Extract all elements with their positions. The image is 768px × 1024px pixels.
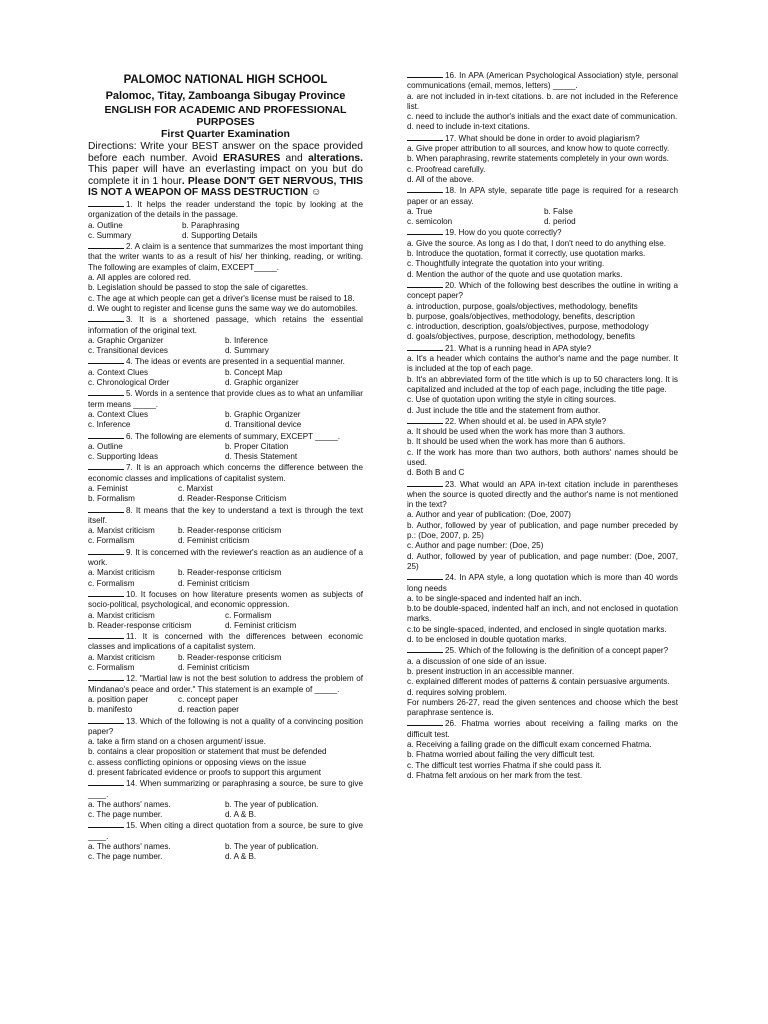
directions: [88, 141, 363, 199]
answer-blank-3[interactable]: [88, 314, 124, 322]
question-7: [88, 462, 363, 504]
option-a: a. to be single-spaced and indented half an inch.: [407, 593, 582, 603]
question-stem: 21. What is a running head in APA style?: [445, 343, 592, 353]
option-a: a. Context Clues: [88, 367, 149, 377]
question-26: [407, 718, 678, 781]
question-stem: 5. Words in a sentence that provide clues as to what an unfamiliar term means _____.: [88, 389, 363, 409]
option-a: a. introduction, purpose, goals/objectives, methodology, benefits: [407, 301, 638, 311]
option-b: b. are not included in the Reference list.: [407, 91, 678, 111]
option-d: d. A & B.: [225, 810, 257, 820]
question-stem: 18. In APA style, separate title page is required for a research paper or an essay.: [407, 186, 678, 206]
option-b: b. Reader-response criticism: [88, 620, 192, 630]
option-d: d. Supporting Details: [182, 230, 258, 240]
option-b: b. Legislation should be passed to stop the sale of cigarettes.: [88, 283, 308, 293]
option-c: c.to be single-spaced, indented, and enclosed in single quotation marks.: [407, 624, 667, 634]
option-d: d. A & B.: [225, 852, 257, 862]
directions-text2: This paper will have an everlasting impact on you but do complete it in 1 hour: [88, 164, 363, 187]
option-d: d. We ought to register and license guns the same way we do automobiles.: [88, 303, 358, 313]
question-stem: 4. The ideas or events are presented in a sequential manner.: [126, 357, 345, 367]
option-d: d. Feminist criticism: [178, 578, 250, 588]
option-c: c. semicolon: [407, 217, 453, 227]
option-b: b. present instruction in an accessible manner.: [407, 666, 575, 676]
option-c: c. Use of quotation upon writing the style in citing sources.: [407, 395, 617, 405]
right-column: [407, 0, 678, 781]
option-b: b. Proper Citation: [225, 441, 289, 451]
question-24: [407, 572, 678, 645]
option-d: d. Feminist criticism: [178, 663, 250, 673]
option-a: a. Marxist criticism: [88, 526, 155, 536]
option-b: b. False: [544, 206, 573, 216]
option-c: c. Formalism: [88, 578, 135, 588]
option-a: a. It should be used when the work has more than 3 authors.: [407, 427, 626, 437]
question-10: [88, 589, 363, 631]
option-b: b. When paraphrasing, rewrite statements completely in your own words.: [407, 154, 669, 164]
option-d: d. present fabricated evidence or proofs to support this argument: [88, 768, 322, 777]
option-b: b. It's an abbreviated form of the title which is up to 50 characters long. It is capitalized and included at the top of each page, including the title page.: [407, 374, 678, 394]
directions-and: and: [280, 152, 309, 164]
question-stem: 17. What should be done in order to avoid plagiarism?: [445, 133, 640, 143]
option-b: b. purpose, goals/objectives, methodology, benefits, description: [407, 311, 635, 321]
option-d: d. Feminist criticism: [178, 536, 250, 546]
question-stem: 14. When summarizing or paraphrasing a source, be sure to give ____.: [88, 779, 363, 799]
answer-blank-13[interactable]: [88, 716, 124, 724]
answer-blank-9[interactable]: [88, 547, 124, 555]
option-d: d. to be enclosed in double quotation marks.: [407, 635, 567, 645]
option-d: d. Graphic organizer: [225, 378, 299, 388]
question-12: [88, 673, 363, 715]
left-column: [88, 0, 363, 863]
option-b: b. contains a clear proposition or statement that must be defended: [88, 747, 327, 757]
option-c: c. Transitional devices: [88, 346, 168, 356]
option-c: c. Marxist: [178, 483, 213, 493]
answer-blank-7[interactable]: [88, 462, 124, 470]
school-name: PALOMOC NATIONAL HIGH SCHOOL: [123, 74, 328, 86]
answer-blank-24[interactable]: [407, 572, 443, 580]
option-b: b. Graphic Organizer: [225, 409, 301, 419]
option-a: a. The authors' names.: [88, 799, 171, 809]
option-d: d. need to include in-text citations.: [407, 122, 530, 132]
question-20: [407, 280, 678, 343]
option-d: d. Just include the title and the statement from author.: [407, 405, 601, 415]
answer-blank-18[interactable]: [407, 185, 443, 193]
answer-blank-2[interactable]: [88, 241, 124, 249]
option-b: b. The year of publication.: [225, 799, 319, 809]
option-a: a. are not included in in-text citations.: [407, 91, 544, 101]
option-a: a. a discussion of one side of an issue.: [407, 656, 547, 666]
option-b: b. Reader-response criticism: [178, 652, 282, 662]
option-d: d. Both B and C: [407, 468, 465, 478]
question-stem: 8. It means that the key to understand a text is through the text itself.: [88, 505, 363, 525]
option-b: b. It should be used when the work has more than 6 authors.: [407, 437, 626, 447]
option-d: d. period: [544, 217, 576, 227]
question-stem: 20. Which of the following best describes the outline in writing a concept paper?: [407, 280, 678, 301]
option-d: d. Reader-Response Criticism: [178, 494, 287, 504]
answer-blank-10[interactable]: [88, 589, 124, 597]
option-d: d. reaction paper: [178, 705, 239, 715]
question-21: [407, 343, 678, 416]
option-d: d. All of the above.: [407, 174, 474, 184]
option-b: b. Reader-response criticism: [178, 568, 282, 578]
option-c: c. introduction, description, goals/objectives, purpose, methodology: [407, 322, 649, 332]
option-d: d. Mention the author of the quote and use quotation marks.: [407, 269, 623, 279]
option-a: a. Author and year of publication: (Doe, 2007): [407, 510, 571, 520]
question-stem: 2. A claim is a sentence that summarizes the most important thing that the writer wants to as a result of his/ her thinking, reading, or writing. The following are examples of claim, EXCEPT_____.: [88, 242, 363, 272]
option-c: c. Summary: [88, 230, 132, 240]
question-2: [88, 241, 363, 314]
question-stem: 9. It is concerned with the reviewer's reaction as an audience of a work.: [88, 547, 363, 568]
answer-blank-21[interactable]: [407, 343, 443, 351]
answer-blank-12[interactable]: [88, 673, 124, 681]
option-a: a. The authors' names.: [88, 842, 171, 852]
answer-blank-8[interactable]: [88, 505, 124, 513]
school-address: Palomoc, Titay, Zamboanga Sibugay Province: [105, 90, 346, 102]
option-a: a. take a firm stand on a chosen argument/ issue.: [88, 737, 266, 747]
answer-blank-22[interactable]: [407, 416, 443, 424]
option-a: a. It's a header which contains the author's name and the page number. It is included at the top of each page.: [407, 354, 678, 374]
answer-blank-4[interactable]: [88, 356, 124, 364]
directions-erasures: ERASURES: [223, 152, 281, 164]
option-c: c. Author and page number: (Doe, 25): [407, 541, 544, 551]
question-stem: 24. In APA style, a long quotation which is more than 40 words long needs: [407, 573, 678, 593]
question-stem: 15. When citing a direct quotation from a source, be sure to give ____.: [88, 821, 363, 841]
exam-title: First Quarter Examination: [161, 128, 290, 140]
option-c: c. Chronological Order: [88, 378, 170, 388]
option-b: b. The year of publication.: [225, 842, 319, 852]
option-c: c. need to include the author's initials and the exact date of communication.: [407, 112, 678, 122]
option-b: b. Concept Map: [225, 367, 283, 377]
question-25: [407, 645, 678, 697]
answer-blank-6[interactable]: [88, 431, 124, 439]
option-d: d. Fhatma felt anxious on her mark from the test.: [407, 770, 583, 780]
option-a: a. Feminist: [88, 483, 128, 493]
instruction-26-27: For numbers 26-27, read the given sentences and choose which the best paraphrase sentence is.: [407, 697, 678, 718]
answer-blank-15[interactable]: [88, 820, 124, 828]
option-d: d. Author, followed by year of publication, and page number: (Doe, 2007, 25): [407, 551, 678, 571]
question-stem: 13. Which of the following is not a quality of a convincing position paper?: [88, 716, 363, 736]
question-11: [88, 631, 363, 673]
answer-blank-17[interactable]: [407, 133, 443, 141]
question-14: [88, 778, 363, 820]
option-c: c. explained different modes of patterns & contain persuasive arguments.: [407, 677, 670, 687]
option-c: c. The page number.: [88, 810, 163, 820]
question-stem: 1. It helps the reader understand the topic by looking at the organization of the details in the passage.: [88, 199, 363, 220]
option-a: a. Give proper attribution to all sources, and know how to quote correctly.: [407, 144, 670, 154]
answer-blank-23[interactable]: [407, 479, 443, 487]
question-stem: 23. What would an APA in-text citation include in parentheses when the source is quoted directly and the author's name is not mentioned in the text?: [407, 479, 678, 510]
question-22: [407, 416, 678, 479]
option-c: c. Formalism: [225, 610, 272, 620]
option-a: a. Outline: [88, 220, 123, 230]
option-c: c. Inference: [88, 420, 131, 430]
option-d: d. Transitional device: [225, 420, 302, 430]
option-b: b. Paraphrasing: [182, 220, 240, 230]
option-b: b. Author, followed by year of publication, and page number preceded by p.: (Doe, 2007, p. 25): [407, 520, 678, 541]
option-b: b. Inference: [225, 335, 268, 345]
answer-blank-1[interactable]: [88, 199, 124, 207]
option-b: b. Fhatma worried about failing the very difficult test.: [407, 750, 595, 760]
question-stem: 7. It is an approach which concerns the difference between the economic classes and implications of capitalist system.: [88, 463, 363, 483]
subject-title-line2: PURPOSES: [196, 116, 255, 128]
answer-blank-5[interactable]: [88, 388, 124, 396]
option-c: c. If the work has more than two authors, both authors' names should be used.: [407, 447, 678, 467]
question-4: [88, 356, 363, 388]
answer-blank-16[interactable]: [407, 70, 443, 78]
option-b: b. Formalism: [88, 494, 135, 504]
option-d: d. Feminist criticism: [225, 620, 297, 630]
option-a: a. Marxist criticism: [88, 652, 155, 662]
option-a: a. Graphic Organizer: [88, 335, 164, 345]
option-b: b. manifesto: [88, 705, 133, 715]
question-8: [88, 505, 363, 547]
option-d: d. Thesis Statement: [225, 452, 298, 462]
option-a: a. True: [407, 206, 433, 216]
option-d: d. Summary: [225, 346, 269, 356]
question-stem: 3. It is a shortened passage, which retains the essential information of the original text.: [88, 315, 363, 335]
option-a: a. Give the source. As long as I do that, I don't need to do anything else.: [407, 238, 667, 248]
option-d: d. goals/objectives, purpose, description, methodology, benefits: [407, 332, 635, 342]
question-13: [88, 716, 363, 779]
option-c: c. Supporting Ideas: [88, 452, 159, 462]
question-stem: 26. Fhatma worries about receiving a failing marks on the difficult test.: [407, 719, 678, 739]
question-stem: 11. It is concerned with the differences between economic classes and implications of a capitalist system.: [88, 632, 363, 652]
option-c: c. Formalism: [88, 663, 135, 673]
answer-blank-19[interactable]: [407, 227, 443, 235]
question-3: [88, 314, 363, 356]
directions-alterations: alterations.: [308, 152, 363, 164]
option-d: d. requires solving problem.: [407, 687, 507, 697]
option-c: c. The page number.: [88, 852, 163, 862]
option-b: b.to be double-spaced, indented half an inch, and not enclosed in quotation marks.: [407, 604, 678, 624]
option-b: b. Reader-response criticism: [178, 526, 282, 536]
answer-blank-20[interactable]: [407, 280, 443, 288]
question-stem: 12. "Martial law is not the best solution to address the problem of Mindanao's peace and order." This statement is an example of _____.: [88, 674, 363, 694]
subject-title-line1: ENGLISH FOR ACADEMIC AND PROFESSIONAL: [104, 104, 347, 116]
question-1: [88, 199, 363, 241]
question-23: [407, 479, 678, 573]
option-c: c. Proofread carefully.: [407, 164, 486, 174]
question-6: [88, 431, 363, 463]
option-a: a. Outline: [88, 441, 123, 451]
option-c: c. The difficult test worries Fhatma if she could pass it.: [407, 760, 602, 770]
question-stem: 19. How do you quote correctly?: [445, 228, 562, 238]
answer-blank-26[interactable]: [407, 718, 443, 726]
directions-warning: . Please DON'T GET NERVOUS, THIS IS NOT A WEAPON OF MASS DESTRUCTION ☺: [88, 175, 363, 199]
question-stem: 16. In APA (American Psychological Association) style, personal communications (email, memos, letters) _____.: [407, 71, 678, 91]
question-stem: 6. The following are elements of summary, EXCEPT _____.: [126, 431, 341, 441]
question-17: [407, 133, 678, 185]
option-c: c. Thoughtfully integrate the quotation into your writing.: [407, 259, 605, 269]
question-19: [407, 227, 678, 279]
option-a: a. Context Clues: [88, 409, 149, 419]
option-b: b. Introduce the quotation, format it correctly, use quotation marks.: [407, 249, 646, 259]
answer-blank-11[interactable]: [88, 631, 124, 639]
option-a: a. Marxist criticism: [88, 610, 155, 620]
question-15: [88, 820, 363, 862]
option-a: a. Receiving a failing grade on the difficult exam concerned Fhatma.: [407, 740, 652, 749]
question-9: [88, 547, 363, 589]
option-c: c. concept paper: [178, 694, 239, 704]
answer-blank-25[interactable]: [407, 645, 443, 653]
question-stem: 22. When should et al. be used in APA style?: [445, 416, 607, 426]
question-18: [407, 185, 678, 227]
question-stem: 25. Which of the following is the definition of a concept paper?: [445, 646, 669, 656]
question-16: [407, 70, 678, 133]
answer-blank-14[interactable]: [88, 778, 124, 786]
directions-text: Directions: Write your BEST answer on the space provided before each number. Avoid: [88, 141, 363, 164]
option-a: a. position paper: [88, 694, 149, 704]
question-stem: 10. It focuses on how literature presents women as subjects of socio-political, psychological, and economic oppression.: [88, 589, 363, 610]
option-c: c. assess conflicting opinions or opposing views on the issue: [88, 757, 307, 767]
option-a: a. All apples are colored red.: [88, 273, 191, 283]
option-c: c. Formalism: [88, 536, 135, 546]
option-a: a. Marxist criticism: [88, 568, 155, 578]
option-c: c. The age at which people can get a driver's license must be raised to 18.: [88, 293, 355, 303]
question-5: [88, 388, 363, 430]
